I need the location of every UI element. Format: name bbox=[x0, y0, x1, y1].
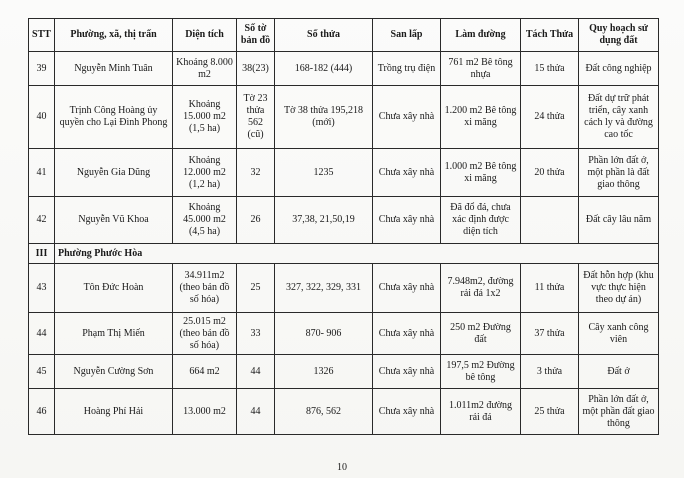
cell-split: 20 thửa bbox=[521, 149, 579, 197]
cell-name: Phạm Thị Miến bbox=[55, 313, 173, 355]
header-ward: Phường, xã, thị trấn bbox=[55, 19, 173, 52]
cell-stt: 46 bbox=[29, 389, 55, 435]
cell-split bbox=[521, 197, 579, 244]
cell-planning: Đất công nghiệp bbox=[579, 52, 659, 86]
cell-area: 13.000 m2 bbox=[173, 389, 237, 435]
cell-split: 37 thửa bbox=[521, 313, 579, 355]
cell-stt: 39 bbox=[29, 52, 55, 86]
header-split: Tách Thửa bbox=[521, 19, 579, 52]
cell-name: Tôn Đức Hoàn bbox=[55, 264, 173, 313]
cell-road: 7.948m2, đường rải đá 1x2 bbox=[441, 264, 521, 313]
cell-area: Khoảng 45.000 m2 (4,5 ha) bbox=[173, 197, 237, 244]
cell-parcel: 327, 322, 329, 331 bbox=[275, 264, 373, 313]
cell-stt: 41 bbox=[29, 149, 55, 197]
cell-parcel: 168-182 (444) bbox=[275, 52, 373, 86]
cell-map: 32 bbox=[237, 149, 275, 197]
cell-planning: Đất ở bbox=[579, 355, 659, 389]
cell-road: Đã đổ đá, chưa xác định được diện tích bbox=[441, 197, 521, 244]
cell-map: 44 bbox=[237, 355, 275, 389]
cell-name: Nguyễn Gia Dũng bbox=[55, 149, 173, 197]
cell-leveling: Chưa xây nhà bbox=[373, 86, 441, 149]
page-number: 10 bbox=[337, 462, 347, 473]
cell-name: Nguyễn Cường Sơn bbox=[55, 355, 173, 389]
cell-planning: Đất cây lâu năm bbox=[579, 197, 659, 244]
cell-area: 664 m2 bbox=[173, 355, 237, 389]
cell-road: 197,5 m2 Đường bê tông bbox=[441, 355, 521, 389]
cell-planning: Đất hỗn hợp (khu vực thực hiện theo dự án) bbox=[579, 264, 659, 313]
cell-road: 1.011m2 đường rải đá bbox=[441, 389, 521, 435]
cell-road: 761 m2 Bê tông nhựa bbox=[441, 52, 521, 86]
section-stt: III bbox=[29, 244, 55, 264]
cell-road: 1.000 m2 Bê tông xi măng bbox=[441, 149, 521, 197]
cell-area: 25.015 m2 (theo bản đồ số hóa) bbox=[173, 313, 237, 355]
header-leveling: San lấp bbox=[373, 19, 441, 52]
cell-map: 44 bbox=[237, 389, 275, 435]
cell-leveling: Chưa xây nhà bbox=[373, 149, 441, 197]
cell-parcel: 1235 bbox=[275, 149, 373, 197]
table-row bbox=[29, 313, 659, 355]
cell-stt: 44 bbox=[29, 313, 55, 355]
cell-parcel: 37,38, 21,50,19 bbox=[275, 197, 373, 244]
cell-map: Tờ 23 thửa 562 (cũ) bbox=[237, 86, 275, 149]
header-planning: Quy hoạch sử dụng đất bbox=[579, 19, 659, 52]
table-row bbox=[29, 264, 659, 313]
header-road: Làm đường bbox=[441, 19, 521, 52]
cell-area: 34.911m2 (theo bản đồ số hóa) bbox=[173, 264, 237, 313]
table-row bbox=[29, 355, 659, 389]
cell-split: 24 thửa bbox=[521, 86, 579, 149]
cell-map: 33 bbox=[237, 313, 275, 355]
cell-area: Khoảng 8.000 m2 bbox=[173, 52, 237, 86]
section-row bbox=[29, 244, 659, 264]
cell-leveling: Chưa xây nhà bbox=[373, 355, 441, 389]
cell-road: 250 m2 Đường đất bbox=[441, 313, 521, 355]
cell-parcel: 876, 562 bbox=[275, 389, 373, 435]
header-area: Diện tích bbox=[173, 19, 237, 52]
cell-stt: 42 bbox=[29, 197, 55, 244]
section-title: Phường Phước Hòa bbox=[55, 244, 659, 264]
cell-name: Trịnh Công Hoàng ủy quyền cho Lại Đình Phong bbox=[55, 86, 173, 149]
header-stt: STT bbox=[29, 19, 55, 52]
cell-road: 1.200 m2 Bê tông xi măng bbox=[441, 86, 521, 149]
header-map-no: Số tờ bản đồ bbox=[237, 19, 275, 52]
cell-stt: 40 bbox=[29, 86, 55, 149]
cell-planning: Đất dự trữ phát triển, cây xanh cách ly và đường cao tốc bbox=[579, 86, 659, 149]
cell-split: 15 thửa bbox=[521, 52, 579, 86]
cell-planning: Phần lớn đất ở, một phần đất giao thông bbox=[579, 389, 659, 435]
table-row bbox=[29, 52, 659, 86]
cell-area: Khoảng 15.000 m2 (1,5 ha) bbox=[173, 86, 237, 149]
cell-map: 26 bbox=[237, 197, 275, 244]
cell-name: Hoàng Phí Hải bbox=[55, 389, 173, 435]
cell-leveling: Chưa xây nhà bbox=[373, 313, 441, 355]
cell-leveling: Chưa xây nhà bbox=[373, 264, 441, 313]
header-row bbox=[29, 19, 659, 52]
cell-planning: Phần lớn đất ở, một phần là đất giao thông bbox=[579, 149, 659, 197]
table-row bbox=[29, 197, 659, 244]
cell-leveling: Trồng trụ điện bbox=[373, 52, 441, 86]
cell-stt: 43 bbox=[29, 264, 55, 313]
cell-area: Khoảng 12.000 m2 (1,2 ha) bbox=[173, 149, 237, 197]
table-row bbox=[29, 389, 659, 435]
header-parcel-no: Số thửa bbox=[275, 19, 373, 52]
cell-name: Nguyễn Vũ Khoa bbox=[55, 197, 173, 244]
cell-stt: 45 bbox=[29, 355, 55, 389]
cell-split: 25 thửa bbox=[521, 389, 579, 435]
cell-map: 38(23) bbox=[237, 52, 275, 86]
table-row bbox=[29, 149, 659, 197]
land-table bbox=[28, 18, 659, 435]
cell-leveling: Chưa xây nhà bbox=[373, 389, 441, 435]
cell-map: 25 bbox=[237, 264, 275, 313]
cell-split: 11 thửa bbox=[521, 264, 579, 313]
cell-split: 3 thửa bbox=[521, 355, 579, 389]
cell-planning: Cây xanh công viên bbox=[579, 313, 659, 355]
cell-parcel: Tờ 38 thửa 195,218 (mới) bbox=[275, 86, 373, 149]
cell-leveling: Chưa xây nhà bbox=[373, 197, 441, 244]
cell-parcel: 1326 bbox=[275, 355, 373, 389]
cell-parcel: 870- 906 bbox=[275, 313, 373, 355]
cell-name: Nguyễn Minh Tuân bbox=[55, 52, 173, 86]
table-row bbox=[29, 86, 659, 149]
